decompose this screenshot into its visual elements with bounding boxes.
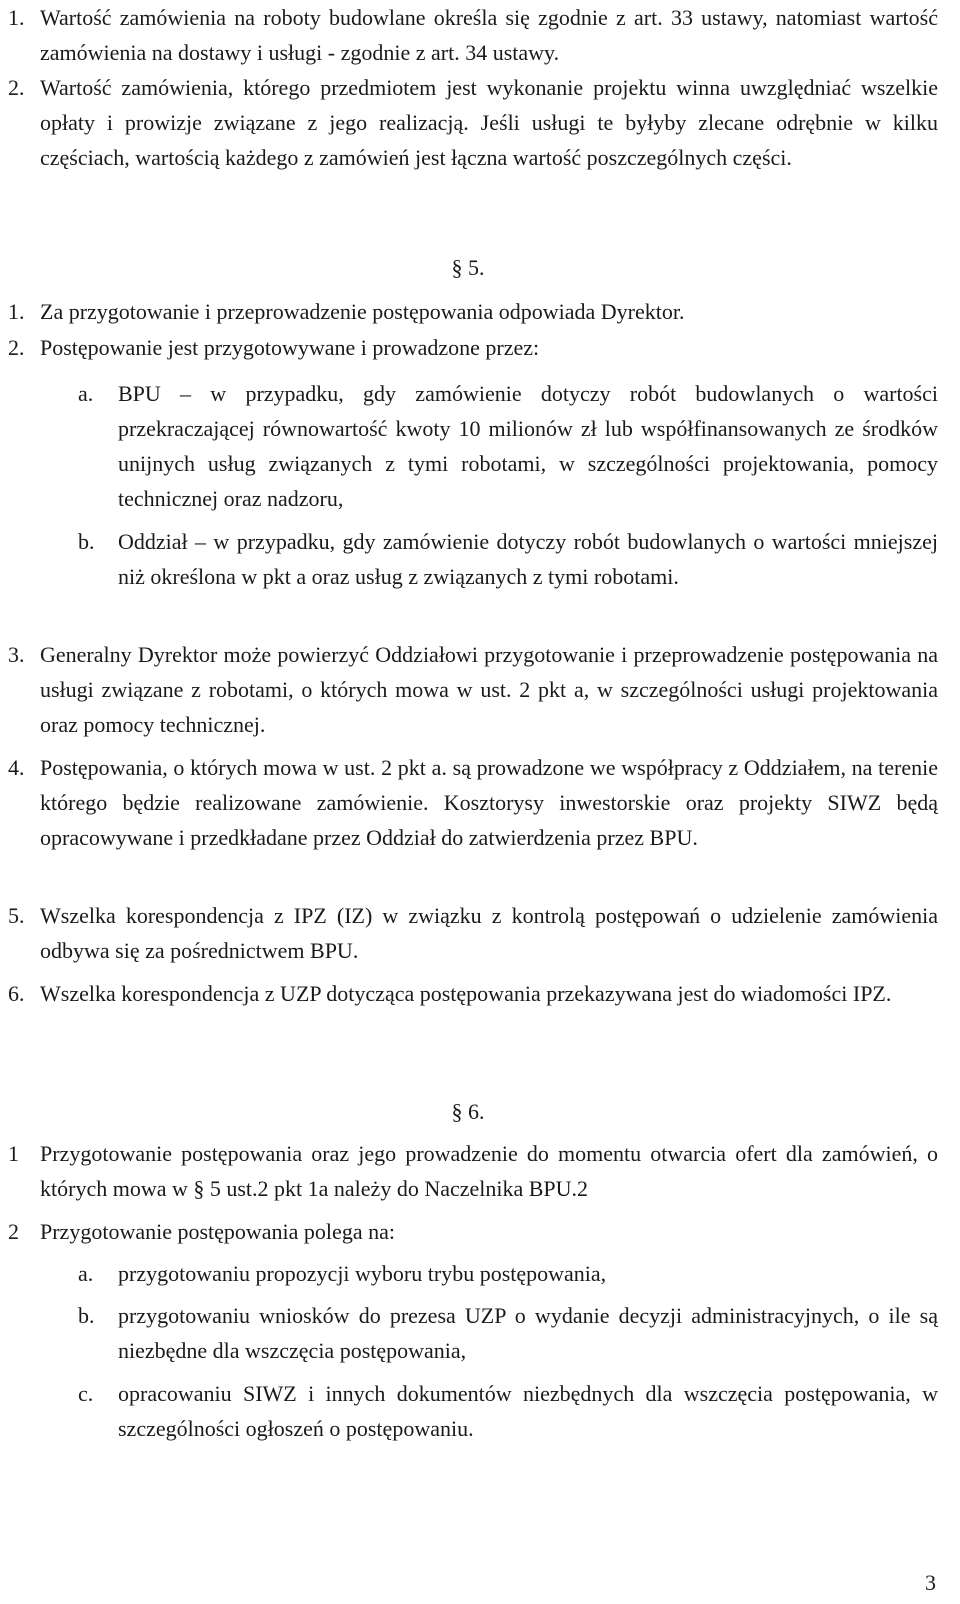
item-text: opracowaniu SIWZ i innych dokumentów niezbędnych dla wszczęcia postępowania, w szczególności ogłoszeń o postępowaniu. [118,1381,938,1441]
section6-item-1 [8,1136,938,1206]
item-number: 2. [8,75,25,100]
item-number: 3. [8,642,25,667]
section5-item-3 [8,637,938,742]
item-text: Wartość zamówienia na roboty budowlane określa się zgodnie z art. 33 ustawy, natomiast wartość zamówienia na dostawy i usługi - zgodnie z art. 34 ustawy. [40,5,938,65]
item-text: przygotowaniu propozycji wyboru trybu postępowania, [118,1261,607,1286]
section-heading-5: § 5. [451,255,485,280]
item-text: Przygotowanie postępowania polega na: [40,1219,395,1244]
item-number: 2. [8,335,25,360]
section5-item-6 [8,976,938,1011]
item-text: Generalny Dyrektor może powierzyć Oddziałowi przygotowanie i przeprowadzenie postępowania na usługi związane z robotami, o których mowa w ust. 2 pkt a, w szczególności usługi projektowania oraz pomocy technicznej. [40,642,938,737]
section5-subitem-b [8,524,938,594]
section5-item-5 [8,898,938,968]
item-text: Wartość zamówienia, którego przedmiotem jest wykonanie projektu winna uwzględniać wszelkie opłaty i prowizje związane z jego realizacją. Jeśli usługi te byłyby zlecane odrębnie w kilku częściach, wartością każdego z zamówień jest łączna wartość poszczególnych części. [40,75,938,170]
item-number: b. [78,1303,95,1328]
section-heading-6: § 6. [451,1099,485,1124]
item-text: Wszelka korespondencja z UZP dotycząca postępowania przekazywana jest do wiadomości IPZ. [40,981,892,1006]
item-number: c. [78,1381,94,1406]
item-number: 1 [8,1141,19,1166]
paragraph-item [8,0,938,70]
section6-subitem-c [78,1376,938,1446]
item-number: 2 [8,1219,19,1244]
item-text: Przygotowanie postępowania oraz jego prowadzenie do momentu otwarcia ofert dla zamówień, o których mowa w § 5 ust.2 pkt 1a należy do Naczelnika BPU.2 [40,1141,938,1201]
item-number: 4. [8,755,25,780]
section6-item-2 [8,1214,938,1249]
item-number: 1. [8,5,25,30]
section6-subitem-b [78,1298,938,1368]
item-number: a. [78,1261,94,1286]
item-text: Za przygotowanie i przeprowadzenie postępowania odpowiada Dyrektor. [40,299,685,324]
item-number: 5. [8,903,25,928]
paragraph-item [8,70,938,175]
item-text: Postępowania, o których mowa w ust. 2 pkt a. są prowadzone we współpracy z Oddziałem, na terenie którego będzie realizowane zamówienie. Kosztorysy inwestorskie oraz projekty SIWZ będą opracowywane i przedkładane przez Oddział do zatwierdzenia przez BPU. [40,755,938,850]
item-number: a. [78,381,94,406]
item-number: 1. [8,299,25,324]
item-text: Wszelka korespondencja z IPZ (IZ) w związku z kontrolą postępowań o udzielenie zamówienia odbywa się za pośrednictwem BPU. [40,903,938,963]
item-text: Postępowanie jest przygotowywane i prowadzone przez: [40,335,540,360]
section6-subitem-a [78,1256,938,1291]
page-number: 3 [925,1570,936,1595]
item-number: b. [78,529,95,554]
section5-item-1 [8,294,938,329]
section5-subitem-a [8,376,938,516]
item-text: przygotowaniu wniosków do prezesa UZP o wydanie decyzji administracyjnych, o ile są niezbędne dla wszczęcia postępowania, [118,1303,938,1363]
section5-item-2 [8,330,938,365]
item-number: 6. [8,981,25,1006]
item-text: BPU – w przypadku, gdy zamówienie dotyczy robót budowlanych o wartości przekraczającej równowartość kwoty 10 milionów zł lub współfinansowanych ze środków unijnych usług związanych z tymi robotami, w szczególności projektowania, pomocy technicznej oraz nadzoru, [118,381,938,511]
section5-item-4 [8,750,938,855]
item-text: Oddział – w przypadku, gdy zamówienie dotyczy robót budowlanych o wartości mniejszej niż określona w pkt a oraz usług z związanych z tymi robotami. [118,529,938,589]
